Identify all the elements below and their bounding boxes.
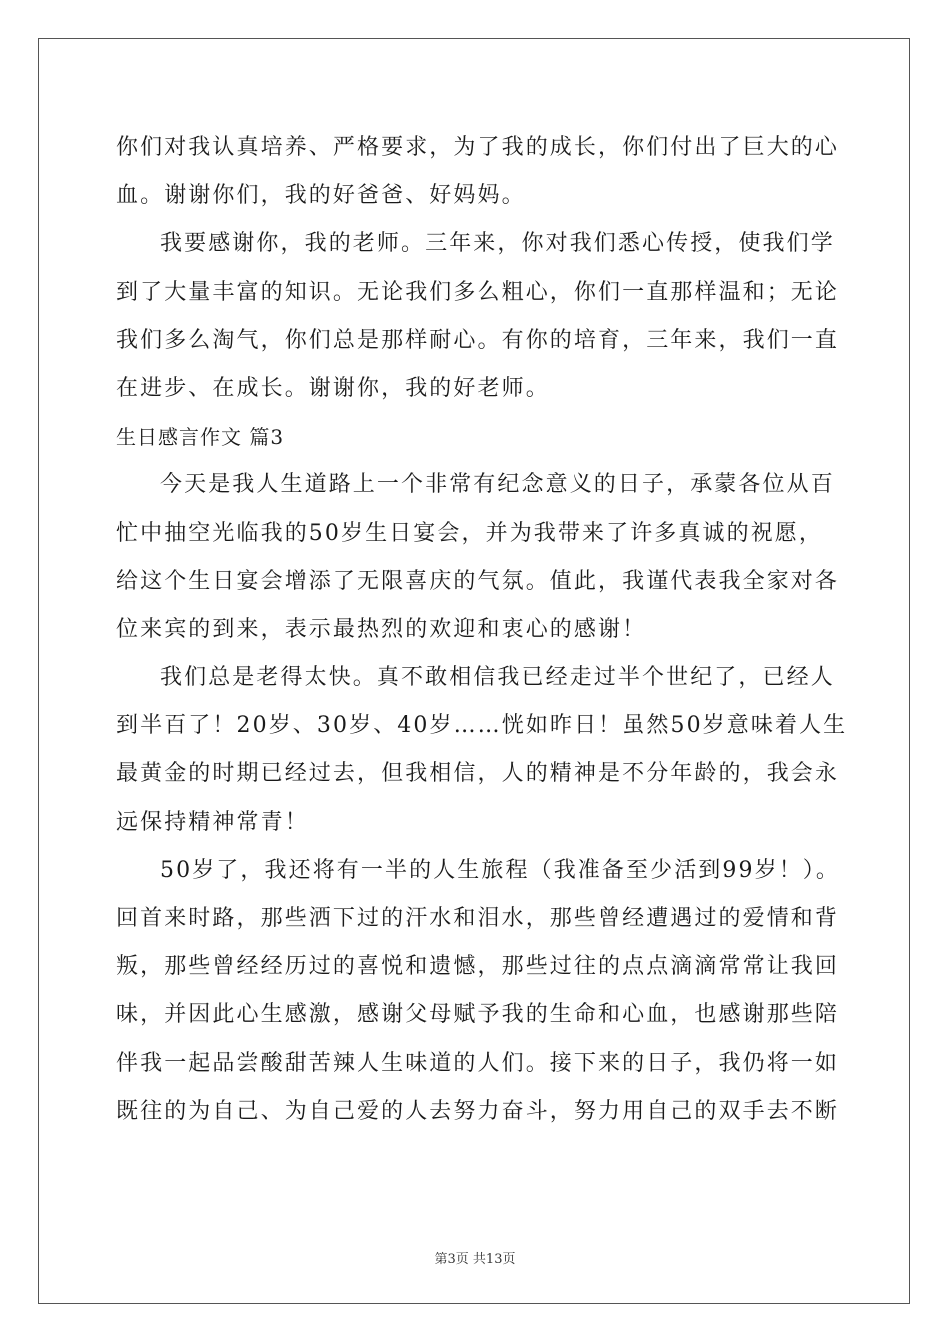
paragraph-line: 给这个生日宴会增添了无限喜庆的气氛。值此，我谨代表我全家对各: [116, 568, 840, 594]
paragraph-line: 伴我一起品尝酸甜苦辣人生味道的人们。接下来的日子，我仍将一如: [116, 1050, 840, 1076]
paragraph-line: 血。谢谢你们，我的好爸爸、好妈妈。: [116, 183, 526, 209]
paragraph-line: 远保持精神常青！: [116, 809, 309, 835]
paragraph-line: 味，并因此心生感激，感谢父母赋予我的生命和心血，也感谢那些陪: [116, 1002, 840, 1028]
paragraph-line: 位来宾的到来，表示最热烈的欢迎和衷心的感谢！: [116, 616, 647, 642]
paragraph-line: 叛，那些曾经经历过的喜悦和遗憾，那些过往的点点滴滴常常让我回: [116, 954, 840, 980]
paragraph-line: 回首来时路，那些洒下过的汗水和泪水，那些曾经遭遇过的爱情和背: [116, 906, 840, 931]
paragraph-line: 我们总是老得太快。真不敢相信我已经走过半个世纪了，已经人: [160, 665, 835, 691]
paragraph-line: 我要感谢你，我的老师。三年来，你对我们悉心传授，使我们学: [160, 231, 835, 257]
paragraph-line: 50岁了，我还将有一半的人生旅程（我准备至少活到99岁！）。: [160, 857, 840, 883]
paragraph-line: 到了大量丰富的知识。无论我们多么粗心，你们一直那样温和；无论: [116, 279, 840, 305]
paragraph-line: 到半百了！20岁、30岁、40岁……恍如昨日！虽然50岁意味着人生: [116, 713, 848, 739]
paragraph-line: 忙中抽空光临我的50岁生日宴会，并为我带来了许多真诚的祝愿，: [116, 520, 823, 546]
section-heading: 生日感言作文 篇3: [116, 425, 285, 450]
page-footer: 第3页 共13页: [434, 1252, 516, 1267]
document-body: [116, 124, 848, 1136]
paragraph-line: 既往的为自己、为自己爱的人去努力奋斗，努力用自己的双手去不断: [116, 1098, 840, 1124]
paragraph-line: 今天是我人生道路上一个非常有纪念意义的日子，承蒙各位从百: [160, 472, 835, 498]
paragraph-line: 我们多么淘气，你们总是那样耐心。有你的培育，三年来，我们一直: [116, 327, 840, 353]
paragraph-line: 你们对我认真培养、严格要求，为了我的成长，你们付出了巨大的心: [116, 135, 840, 160]
paragraph-line: 在进步、在成长。谢谢你，我的好老师。: [116, 375, 550, 401]
paragraph-line: 最黄金的时期已经过去，但我相信，人的精神是不分年龄的，我会永: [116, 761, 840, 787]
